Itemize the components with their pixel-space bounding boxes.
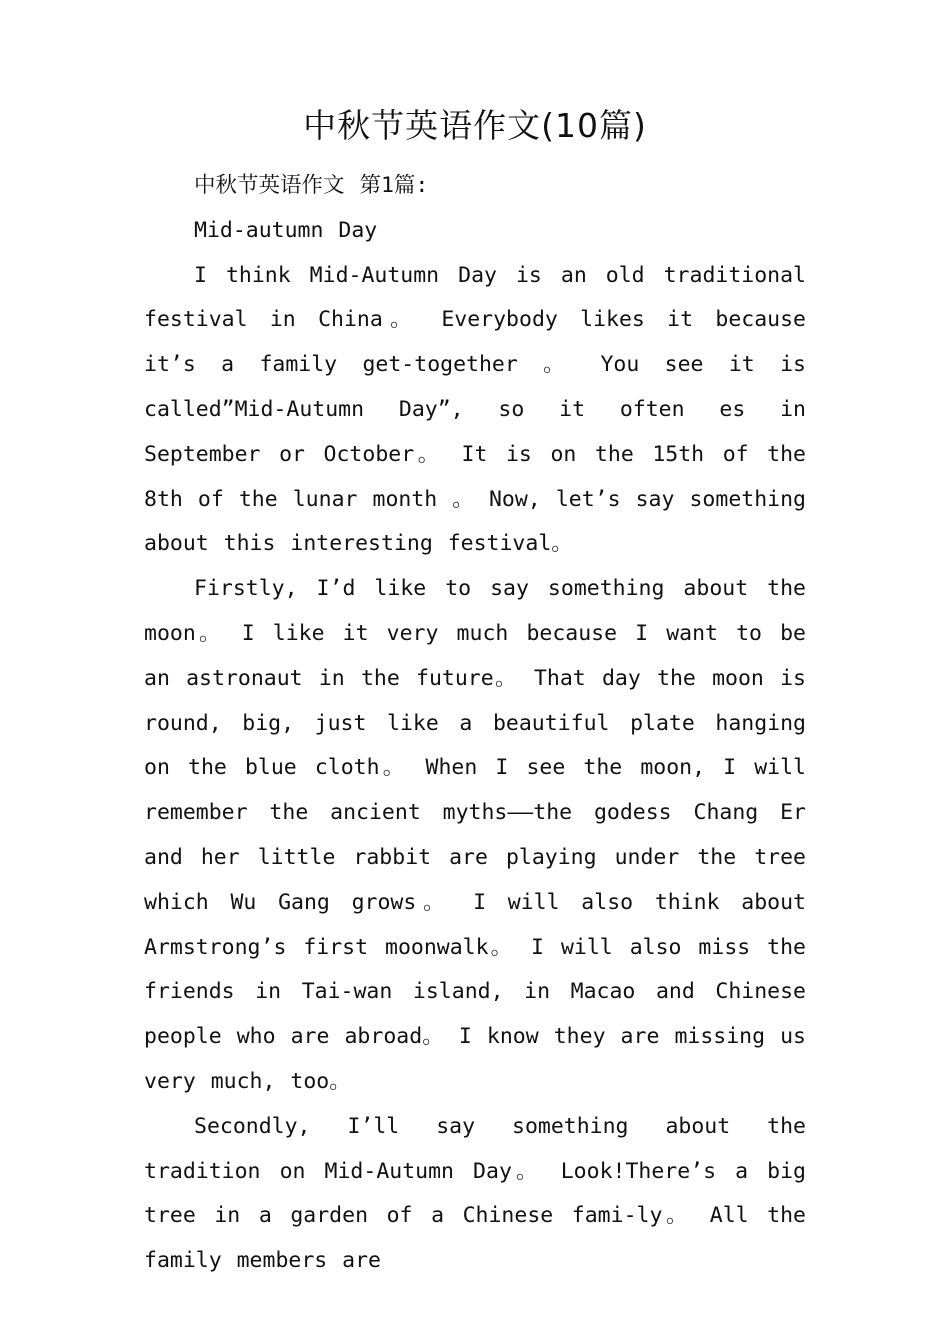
document-body: [144, 164, 806, 1284]
paragraph: I think Mid-Autumn Day is an old traditional festival in China。 Everybody likes it because it’s a family get-together 。 You see it is called”Mid-Autumn Day”, so it often es in September or October。 It is on the 15th of the 8th of the lunar month 。 Now, let’s say something about this interesting festival。: [144, 262, 806, 557]
essay-title: Mid-autumn Day: [194, 217, 378, 243]
section-heading: 中秋节英语作文 第1篇:: [194, 173, 429, 198]
paragraph: Secondly, I’ll say something about the tradition on Mid-Autumn Day。 Look!There’s a big tree in a garden of a Chinese fami-ly。 All the family members are: [144, 1113, 806, 1274]
paragraph: Firstly, I’d like to say something about the moon。 I like it very much because I want to be an astronaut in the future。 That day the moon is round, big, just like a beautiful plate hanging on the blue cloth。 When I see the moon, I will remember the ancient myths——the godess Chang Er and her little rabbit are playing under the tree which Wu Gang grows。 I will also think about Armstrong’s first moonwalk。 I will also miss the friends in Tai-wan island, in Macao and Chinese people who are abroad。 I know they are missing us very much, too。: [144, 576, 806, 1094]
document-title: 中秋节英语作文(10篇): [303, 106, 647, 145]
